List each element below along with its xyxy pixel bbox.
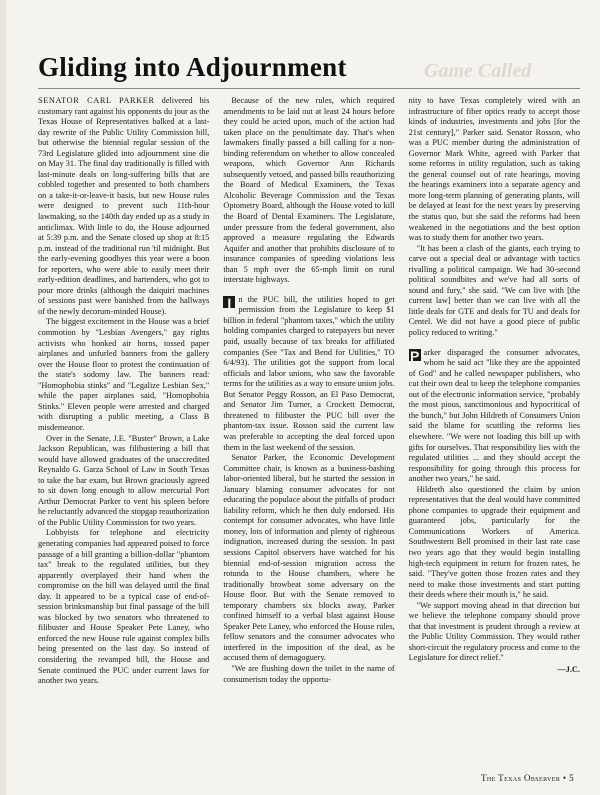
paragraph-text: "We support moving ahead in that direction but we believe the telephone company should prove that that investment is prudent through a review at the Public Utility Commission. They would rather short-circuit the regulatory process and come to the Legislature for direct relief." [408,600,580,663]
headline: Gliding into Adjournment [38,52,347,82]
page-footer [481,773,574,783]
paragraph [38,434,209,529]
paragraph-text: Senator Parker, the Economic Development Committee chair, is known as a business-bashing labor-oriented liberal, but he started the session in January blaming consumer advocates for not educating the populace about the pitfalls of product liability reform, which he then duly endorsed. His contempt for consumer advocates, who have little money, lots of information and plenty of righteous indignation, increased during the session. In past sessions Capitol observers have watched for his biennial end-of-session migration across the rotunda to the House chambers, where he traditionally browbeat some adversary on the House floor. But with the Senate removed to temporary chambers six blocks away, Parker confined himself to a verbal blast against House Speaker Pete Laney, who enforced the House rules, fellow senators and the consumer advocates who interfered in the imposition of the deal, as he accused them of demagoguery. [223,453,395,663]
headline-rule [38,88,580,89]
publication-name: The Texas Observer [481,773,561,783]
article-body [38,96,580,766]
paragraph [38,528,209,686]
paragraph [38,96,209,317]
paragraph [409,601,580,676]
page-number: 5 [569,773,574,783]
author-signature: —J.C. [557,664,580,674]
paragraph [223,295,394,453]
drop-cap: I [223,296,235,308]
bleed-through-text: Game Called [424,60,532,82]
paragraph-text: "It has been a clash of the giants, each trying to carve out a special deal or advantage with tactics rivalling a political campaign. We had 30-second political soundbites and we've had all sorts of sound and fury," she said. "We can live with [the current law] better than we can live with all the little deals for GTE and deals for TU and deals for Centel. We did not have a good piece of public policy reduced to writing." [408,243,580,338]
paragraph [409,96,580,244]
column-2 [223,96,394,766]
paragraph-text: "We are flushing down the toilet in the name of consumerism today the opportu- [223,663,395,684]
paragraph-text: Lobbyists for telephone and electricity generating companies had appeared poised to force passage of a bill granting a billion-dollar "phantom tax" break to the regulated utilities, but they apparently overplayed their hand when the compromise on the bill was delayed until the final day. It appeared to be a typical case of end-of-session brinksmanship but final passage of the bill was blocked by two senators who threatened to filibuster and House Speaker Pete Laney, who enforced the new House rule against complex bills being presented on the last day. So instead of considering the revamped bill, the House and Senate continued the PUC under current laws for another two years. [38,528,210,686]
paragraph-text: Because of the new rules, which required amendments to be laid out at least 24 hours before they could be acted upon, much of the action had taken place on the penultimate day. That's when lawmakers finally passed a bill calling for a non-binding referendum on whether to allow concealed weapons, which Governor Ann Richards subsequently vetoed, and passed bills reauthorizing the Board of Medical Examiners, the Texas Alcoholic Beverage Commission and the Texas Optometry Board, although the House voted to kill the Board of Dental Examiners. The Legislature, under pressure from the federal government, also approved a measure regulating the Edwards Aquifer and another that prohibits disclosure of to insurance companies of speeding violations less than 5 mph over the 65-mph limit on rural interstate highways. [223,96,395,285]
footer-separator: • [560,773,570,783]
paragraph-text: delivered his customary rant against his opponents du jour as the Texas House of Representatives balked at a last-day rewrite of the Public Utility Commission bill, but otherwise the biennial regular session of the 73rd Legislature glided into adjournment sine die on May 31. The final day traditionally is filled with last-minute deals on long-suffering bills that are cobbled together and presented to both chambers on a take-it-or-leave-it basis, but new House rules were designed to prevent such 11th-hour lawmaking, so the 140th day ended up as a study in anticlimax. With little to do, the House adjourned at 5:39 p.m. and the Senate closed up shop at 8:15 p.m. instead of the traditional run 'til midnight. But the early-evening goodbyes this year were a boon for reporters, who were able to easily meet their early-edition deadlines, and bartenders, who got to pour more drinks (although the daiquiri machines of sessions past were banished from the hallways of the newly decorum-minded House). [38,96,210,316]
paragraph [409,244,580,339]
lead-in: SENATOR CARL PARKER [38,96,155,105]
paragraph-text: The biggest excitement in the House was a brief commotion by "Lesbian Avengers," gay rights activists who honked air horns, tossed paper airplanes and unfurled banners from the gallery over the House floor to protest the continuation of the state's sodomy law. The banners read: "Homophobia stinks" and "Legalize Lesbian Sex," while the paper airplanes said, "Homophobia Stinks." Eleven people were arrested and charged with disrupting a public meeting, a Class B misdemeanor. [38,317,210,432]
paragraph-text: Hildreth also questioned the claim by union representatives that the deal would have committed phone companies to upgrade their equipment and guaranteed jobs, particularly for the Communications Workers of America. Southwestern Bell promised in their last rate case two years ago that they would begin installing high-tech equipment in return for frozen rates, he said. "They've gotten those frozen rates and they need to make those investments and start putting their deeds where their mouth is," he said. [408,484,580,600]
paragraph-text: n the PUC bill, the utilities hoped to get permission from the Legislature to keep $1 billion in federal "phantom taxes," which the utility holding companies charged to ratepayers but never paid, usually because of tax breaks for affiliated companies (See "Tax and Bend for Utilities," TO 6/4/93). The utilities got the support from local officials and labor unions, who saw the favorable terms for the utilities as a way to ensure union jobs. But Senator Peggy Rosson, an El Paso Democrat, and Senator Jim Turner, a Crockett Democrat, threatened to filibuster the PUC bill over the phantom-tax issue. Rosson said the current law was preferable to accepting the deal forced upon them in the last weekend of the session. [223,294,395,452]
paragraph-text: arker disparaged the consumer advocates, whom he said act "like they are the appointed of God" and he called newspaper publishers, who cut their own deal to keep the telephone companies out of the electronic information service, "probably the most pious, sanctimonious and hypocritical of the bunch," but John Hildreth of Consumers Union said the blame for scuttling the reforms lies elsewhere. "We were not loading this bill up with gifts for ourselves. That responsibility lies with the regulated utilities ... and they should accept the responsibility for going through this process for another two years," he said. [408,347,580,484]
paragraph [38,317,209,433]
paragraph [223,453,394,664]
paragraph [223,664,394,685]
column-3 [409,96,580,766]
paragraph [409,348,580,485]
paragraph [223,96,394,286]
paragraph [409,485,580,601]
paragraph-text: Over in the Senate, J.E. "Buster" Brown, a Lake Jackson Republican, was filibustering a bill that would have allowed graduates of the unaccredited Reynaldo G. Garza School of Law in South Texas to take the bar exam, but Brown graciously agreed to sit down long enough to allow mercurial Port Arthur Democrat Parker to vent his spleen before he reluctantly advanced the stopgap reauthorization of the Public Utility Commission for two years. [38,433,210,527]
drop-cap: P [409,347,420,364]
paragraph-text: nity to have Texas completely wired with an infrastructure of fiber optics ready to accept those kinds of industries, investments and jobs [for the 21st century]," Parker said. Senator Rosson, who was a PUC member during the administration of Governor Mark White, agreed with Parker that some reforms in utility regulation, such as taking the general counsel out of rate hearings, moving the hearings examiners into a separate agency and more long-term planning of generating plants, will be delayed at least for the next years by preserving the status quo, but she said the reforms had been weakened in the negotiations and the best option was to study them for another two years. [408,96,580,243]
column-1 [38,96,209,766]
